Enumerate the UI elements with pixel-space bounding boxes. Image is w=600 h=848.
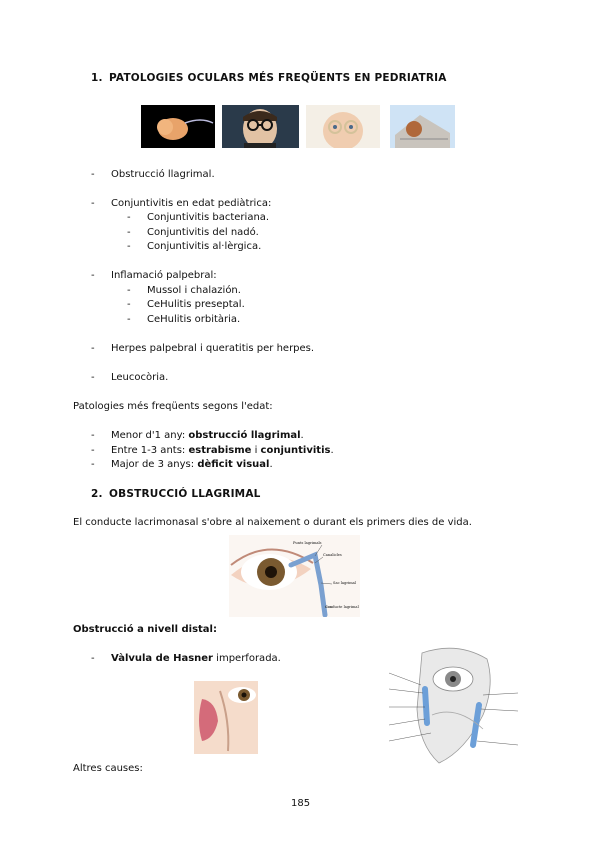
list-item: - Inflamació palpebral: — [91, 270, 217, 281]
diagram-label: Canalicles — [323, 553, 342, 557]
section-1-title: PATOLOGIES OCULARS MÉS FREQÜENTS EN PEDRIATRIA — [109, 72, 447, 84]
heading-distal-obstruction: Obstrucció a nivell distal: — [73, 624, 217, 635]
paragraph-lacrimonasal: El conducte lacrimonasal s'obre al naixement o durant els primers dies de vida. — [73, 517, 472, 528]
diagram-label: Conducte lagrimal — [325, 605, 359, 609]
list-item: - Vàlvula de Hasner imperforada. — [91, 653, 281, 664]
list-item: - Herpes palpebral i queratitis per herpes. — [91, 343, 315, 354]
paragraph-other-causes: Altres causes: — [73, 763, 143, 774]
anatomy-sketch — [387, 645, 520, 769]
list-item: - Entre 1-3 ants: estrabisme i conjuntivitis. — [91, 445, 334, 456]
list-item: - Obstrucció llagrimal. — [91, 169, 215, 180]
page-number: 185 — [291, 798, 311, 809]
photo-baby-glasses — [306, 105, 380, 148]
list-subitem: - Mussol i chalazión. — [127, 285, 241, 296]
photo-hospital-building — [390, 105, 455, 148]
diagram-label: Punts lagrimals — [293, 541, 322, 545]
section-2-number: 2. — [91, 488, 103, 500]
paragraph-frequent-by-age: Patologies més freqüents segons l'edat: — [73, 401, 273, 412]
list-item: - Menor d'1 any: obstrucció llagrimal. — [91, 430, 304, 441]
list-item: - Leucocòria. — [91, 372, 169, 383]
list-subitem: - CeHulitis preseptal. — [127, 299, 245, 310]
list-item: - Major de 3 anys: dèficit visual. — [91, 459, 273, 470]
lacrimal-diagram — [229, 535, 360, 617]
diagram-label: Sac lagrimal — [333, 581, 356, 585]
photo-child-glasses — [222, 105, 299, 148]
list-subitem: - Conjuntivitis bacteriana. — [127, 212, 270, 223]
photo-fetus — [141, 105, 215, 148]
section-1-number: 1. — [91, 72, 103, 84]
list-item: - Conjuntivitis en edat pediàtrica: — [91, 198, 272, 209]
list-subitem: - Conjuntivitis al·lèrgica. — [127, 241, 262, 252]
nasolacrimal-illustration — [194, 681, 258, 754]
list-subitem: - Conjuntivitis del nadó. — [127, 227, 259, 238]
list-subitem: - CeHulitis orbitària. — [127, 314, 241, 325]
section-2-title: OBSTRUCCIÓ LLAGRIMAL — [109, 488, 261, 500]
